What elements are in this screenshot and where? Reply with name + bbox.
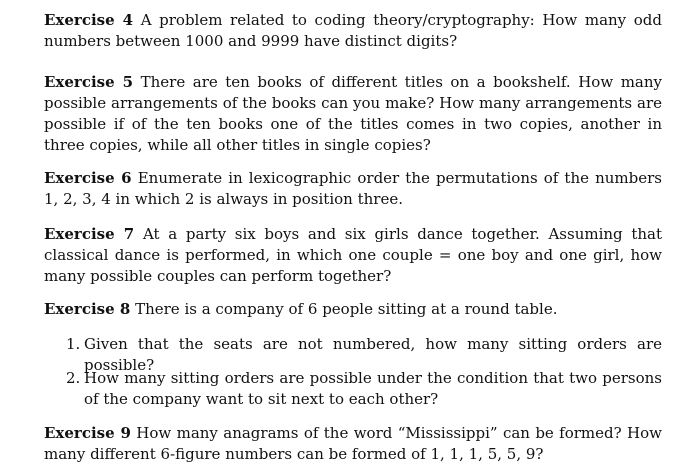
exercise-text: There are ten books of different titles on a bookshelf. How many possible arrangements of the books can you make? How many arrangements are possible if of the ten books one of the titles comes in two copies, another in three copies, while all other titles in single copies? [44,73,662,154]
exercise-text: Enumerate in lexicographic order the permutations of the numbers 1, 2, 3, 4 in which 2 is always in position three. [44,169,662,208]
exercise-text: There is a company of 6 people sitting at a round table. [135,300,558,318]
exercise-label: Exercise 4 [44,11,134,29]
exercise-label: Exercise 6 [44,169,132,187]
item-number: 2. [66,369,81,387]
exercise-7 [44,224,662,287]
exercise-label: Exercise 5 [44,73,134,91]
exercise-9 [44,423,662,465]
exercise-label: Exercise 8 [44,300,131,318]
exercise-label: Exercise 7 [44,225,135,243]
exercise-6 [44,168,662,210]
item-number: 1. [66,335,81,353]
exercise-label: Exercise 9 [44,424,131,442]
item-text: Given that the seats are not numbered, how many sitting orders are possible? [84,335,662,374]
exercise-text: How many anagrams of the word “Mississippi” can be formed? How many different 6-figure numbers can be formed of 1, 1, 1, 5, 5, 9? [44,424,662,463]
exercise-4 [44,10,662,52]
exercise-text: A problem related to coding theory/cryptography: How many odd numbers between 1000 and 9999 have distinct digits? [44,11,662,50]
exercise-text: At a party six boys and six girls dance together. Assuming that classical dance is performed, in which one couple = one boy and one girl, how many possible couples can perform together? [44,225,662,285]
item-text: How many sitting orders are possible under the condition that two persons of the company want to sit next to each other? [84,369,662,408]
exercise-8-item-2 [66,368,662,410]
exercise-8 [44,299,662,320]
exercise-5 [44,72,662,156]
